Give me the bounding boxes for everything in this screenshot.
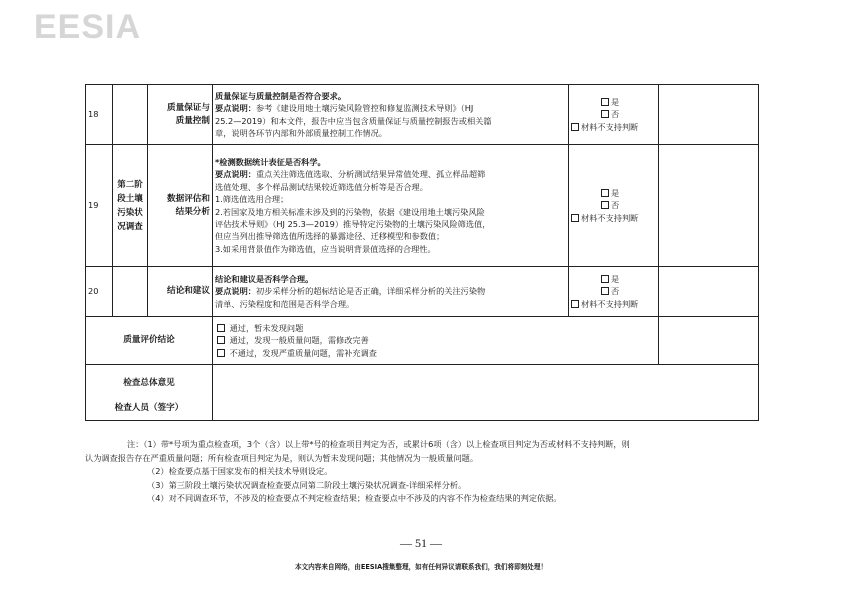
- note-line: 认为调查报告存在严重质量问题；所有检查项目判定为是，则认为暂未发现问题；其他情况为一般质量问题。: [85, 452, 479, 463]
- check-item-line: 结论和建议: [167, 286, 210, 296]
- check-title: *检测数据统计表征是否科学。: [215, 156, 326, 167]
- option-yes[interactable]: [571, 273, 656, 285]
- table-row-20: [86, 267, 759, 317]
- evaluation-row: [86, 317, 759, 365]
- check-title: 结论和建议是否科学合理。: [215, 273, 314, 284]
- option-label: 材料不支持判断: [581, 121, 639, 132]
- option-label: 是: [611, 96, 620, 107]
- checkbox[interactable]: [601, 98, 609, 106]
- option-label: 材料不支持判断: [581, 298, 639, 309]
- option-label: 否: [611, 286, 620, 297]
- evaluation-option-fail[interactable]: [217, 347, 656, 359]
- checkbox[interactable]: [217, 324, 225, 332]
- option-yes[interactable]: [571, 96, 656, 108]
- note-line: （3）第三阶段土壤污染状况调查检查要点同第二阶段土壤污染状况调查-详细采样分析。: [147, 479, 467, 490]
- check-item-line: 结果分析: [175, 206, 210, 217]
- checkbox[interactable]: [601, 110, 609, 118]
- remark-cell: [659, 267, 759, 317]
- row-number: 19: [86, 145, 113, 267]
- checkbox[interactable]: [601, 275, 609, 283]
- content-text: 初步采样分析的超标结论是否正确，详细采样分析的关注污染物: [255, 286, 486, 297]
- row-number: 20: [86, 267, 113, 317]
- content-line: 选值处理、多个样品测试结果较近筛选值分析等是否合理。: [215, 181, 428, 192]
- remark-cell: [659, 85, 759, 145]
- key-point-label: 要点说明：: [215, 169, 256, 180]
- checkbox[interactable]: [217, 336, 225, 344]
- checkbox[interactable]: [571, 300, 579, 308]
- option-no[interactable]: [571, 285, 656, 297]
- option-no[interactable]: [571, 108, 656, 120]
- check-content: [213, 145, 569, 267]
- remark-cell: [659, 317, 759, 365]
- note-line: （2）检查要点基于国家发布的相关技术导则设定。: [147, 466, 333, 476]
- key-point-label: 要点说明：: [215, 103, 256, 114]
- note-line: 注：（1）带*号项为重点检查项，3个（含）以上带*号的检查项目判定为否，或累计6项（含）以上检查项目判定为否或材料不支持判断，则: [127, 439, 630, 449]
- result-options: [569, 85, 659, 145]
- option-label: 通过，暂未发现问题: [229, 322, 304, 333]
- content-line: 章，说明各环节内部和外部质量控制工作情况。: [215, 127, 387, 138]
- checkbox[interactable]: [601, 201, 609, 209]
- option-label: 是: [611, 273, 620, 284]
- option-unsupported[interactable]: [571, 212, 656, 224]
- stage-cell-blank: [113, 267, 148, 317]
- option-label: 否: [611, 200, 620, 211]
- checkbox[interactable]: [217, 349, 225, 357]
- option-yes[interactable]: [571, 187, 656, 199]
- check-item-line: 数据评估和: [167, 193, 210, 204]
- checkbox[interactable]: [571, 123, 579, 131]
- check-content: [213, 267, 569, 317]
- source-footer: 本文内容来自网络，由EESIA搜集整理，如有任何异议请联系我们，我们将即刻处理！: [294, 563, 548, 571]
- page-number: — 51 —: [400, 536, 442, 550]
- option-label: 通过，发现一般质量问题，需修改完善: [229, 335, 369, 346]
- checkbox[interactable]: [601, 189, 609, 197]
- checkbox[interactable]: [601, 287, 609, 295]
- option-label: 不通过，发现严重质量问题，需补充调查: [229, 347, 377, 358]
- note-line: （4）对不同调查环节，不涉及的检查要点不判定检查结果；检查要点中不涉及的内容不作为检查结果的判定依据。: [147, 493, 562, 503]
- stage-name: [113, 145, 148, 267]
- checkbox[interactable]: [571, 214, 579, 222]
- result-options: [569, 267, 659, 317]
- evaluation-label: 质量评价结论: [86, 317, 213, 365]
- table-row-19: [86, 145, 759, 267]
- stage-line: 第二阶: [117, 179, 143, 190]
- option-label: 材料不支持判断: [581, 212, 639, 223]
- content-text: 参考《建设用地土壤污染风险管控和修复监测技术导则》（HJ: [255, 103, 474, 114]
- content-line: [215, 102, 566, 114]
- table-row-18: [86, 85, 759, 145]
- overall-opinion-label: [86, 365, 213, 421]
- check-item-line: 质量保证与: [167, 102, 210, 113]
- check-item-name: [148, 145, 213, 267]
- option-label: 是: [611, 187, 620, 198]
- content-line: 评估技术导则》（HJ 25.3—2019）推导特定污染物的土壤污染风险筛选值，: [215, 218, 491, 229]
- table-notes: [85, 438, 765, 506]
- overall-opinion-row: [86, 365, 759, 421]
- check-content: [213, 85, 569, 145]
- content-line: [215, 168, 566, 180]
- content-line: 清单、污染程度和范围是否科学合理。: [215, 298, 355, 309]
- check-item-name: [148, 267, 213, 317]
- content-line: 但应当列出推导筛选值所选择的暴露途径、迁移模型和参数值；: [215, 231, 445, 242]
- content-line: 1.筛选值选用合理；: [215, 194, 289, 205]
- content-line: 3.如采用背景值作为筛选值，应当说明背景值选择的合理性。: [215, 243, 436, 254]
- stage-line: 段土壤: [117, 193, 143, 204]
- inspection-table: [85, 84, 759, 421]
- option-no[interactable]: [571, 199, 656, 211]
- check-title: 质量保证与质量控制是否符合要求。: [215, 90, 347, 101]
- overall-opinion-field[interactable]: [213, 365, 759, 421]
- stage-cell-blank: [113, 85, 148, 145]
- stage-line: 污染状: [117, 207, 143, 218]
- row-number: 18: [86, 85, 113, 145]
- remark-cell: [659, 145, 759, 267]
- evaluation-option-minor[interactable]: [217, 334, 656, 346]
- eesia-watermark-logo: EESIA: [34, 8, 142, 46]
- content-line: [215, 285, 566, 297]
- evaluation-option-pass[interactable]: [217, 322, 656, 334]
- inspector-signature-label: 检查人员（签字）: [114, 402, 184, 413]
- option-unsupported[interactable]: [571, 121, 656, 133]
- content-line: 25.2—2019）和本文件，报告中应当包含质量保证与质量控制报告或相关篇: [215, 115, 492, 126]
- check-item-line: 质量控制: [175, 115, 210, 126]
- check-item-name: [148, 85, 213, 145]
- option-label: 否: [611, 109, 620, 120]
- evaluation-options: [213, 317, 659, 365]
- result-options: [569, 145, 659, 267]
- stage-line: 况调查: [117, 221, 143, 232]
- key-point-label: 要点说明：: [215, 286, 256, 297]
- overall-opinion-text: 检查总体意见: [123, 378, 175, 388]
- option-unsupported[interactable]: [571, 298, 656, 310]
- content-text: 重点关注筛选值选取、分析测试结果异常值处理、孤立样品超筛: [255, 169, 486, 180]
- content-line: 2.若国家及地方相关标准未涉及到的污染物，依据《建设用地土壤污染风险: [215, 206, 485, 217]
